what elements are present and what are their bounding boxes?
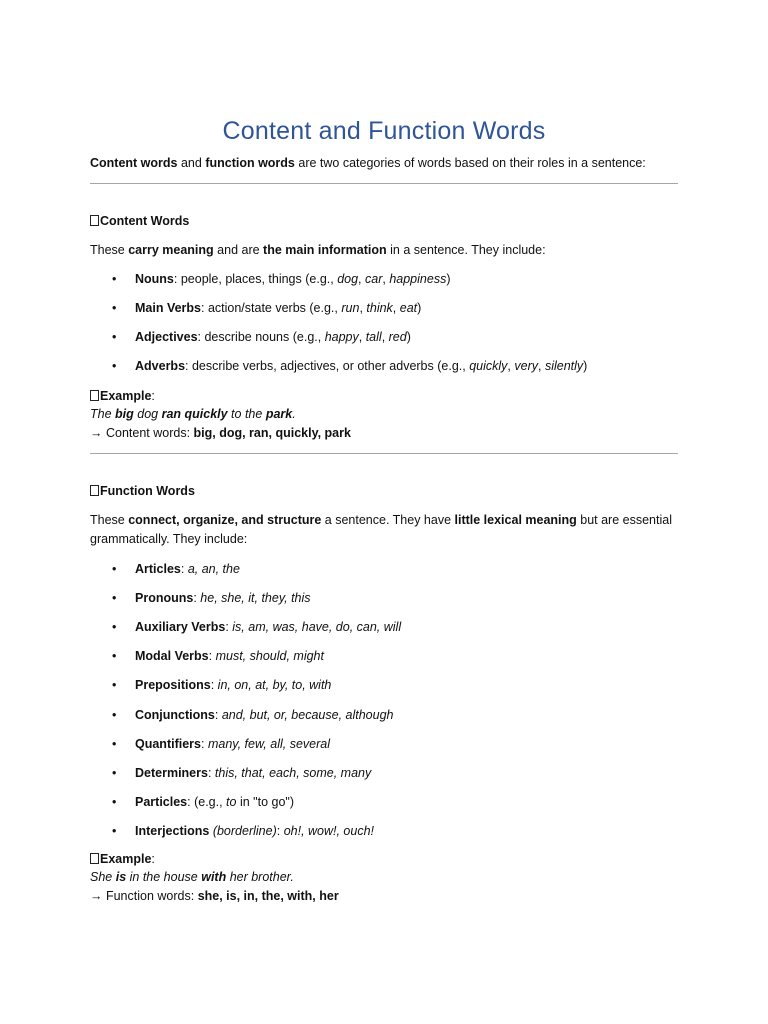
list-item [135,764,371,782]
desc-text: These [90,243,129,257]
desc-bold: connect, organize, and structure [128,513,322,527]
list-item-separator: : [193,591,201,605]
list-item [135,328,411,346]
content-words-description [90,241,546,259]
list-item-example: silently [544,359,584,373]
desc-bold: the main information [263,243,387,257]
function-words-heading [90,482,195,500]
intro-text-1: and [177,156,206,170]
bullet-marker: • [112,737,117,751]
list-item-term: Modal Verbs [135,649,209,663]
bullet-marker: • [112,301,117,315]
bullet-marker: • [112,824,117,838]
list-item-separator: , [381,330,389,344]
list-item-separator: , [358,330,366,344]
list-item-text: : action/state verbs (e.g., [201,301,342,315]
desc-bold: carry meaning [128,243,214,257]
page-title: Content and Function Words [222,117,546,145]
result-words: big, dog, ran, quickly, park [193,426,351,440]
list-item-examples: must, should, might [215,649,324,663]
sentence-part: park [265,407,293,421]
example-colon: : [151,389,155,403]
list-item-example: dog [337,272,359,286]
list-item-examples: a, an, the [187,562,240,576]
list-item-separator: , [358,272,365,286]
list-item-example: very [514,359,538,373]
bullet-marker: • [112,620,117,634]
list-item-end: ) [583,359,588,373]
list-item-example: happy [324,330,359,344]
list-item-examples: is, am, was, have, do, can, will [232,620,402,634]
desc-bold: little lexical meaning [454,513,577,527]
list-item [135,793,294,811]
list-item-example: red [388,330,407,344]
desc-text: a sentence. They have [321,513,455,527]
missing-glyph-icon [90,485,99,496]
example-label: Example [100,852,152,866]
desc-text: in a sentence. They include: [386,243,546,257]
bullet-marker: • [112,562,117,576]
desc-text: but are essential [576,513,672,527]
missing-glyph-icon [90,215,99,226]
list-item-term: Pronouns [135,591,194,605]
list-item [135,647,324,665]
sentence-part: ran quickly [161,407,228,421]
sentence-part: in the house [126,870,202,884]
example-colon: : [151,852,155,866]
list-item [135,270,451,288]
bullet-marker: • [112,272,117,286]
list-item-example: run [341,301,360,315]
result-prefix: → Function words: [90,889,198,903]
divider-1 [90,183,678,184]
list-item-example: think [366,301,393,315]
desc-text: and are [213,243,264,257]
list-item-term: Prepositions [135,678,211,692]
content-words-heading [90,212,189,230]
list-item-examples: (borderline) [212,824,277,838]
list-item-prefix: (e.g., [194,795,227,809]
list-item-end: ) [446,272,451,286]
list-item-examples: many, few, all, several [207,737,330,751]
list-item [135,299,421,317]
list-item-separator: : [225,620,233,634]
list-item-text: : describe nouns (e.g., [197,330,325,344]
list-item-suffix: in "to go") [236,795,294,809]
function-words-description-line-2 [90,530,247,548]
list-item-term: Articles [135,562,181,576]
function-words-heading-text: Function Words [100,484,195,498]
list-item-term: Conjunctions [135,708,215,722]
sentence-part: dog [133,407,162,421]
list-item-examples: and, but, or, because, although [221,708,394,722]
bullet-marker: • [112,591,117,605]
intro-bold-2: function words [205,156,295,170]
bullet-marker: • [112,708,117,722]
intro-text-2: are two categories of words based on their roles in a sentence: [294,156,646,170]
list-item-term: Determiners [135,766,208,780]
list-item-separator: : [201,737,208,751]
content-example-label [90,387,155,405]
list-item-term: Particles [135,795,188,809]
list-item-term: Interjections [135,824,210,838]
bullet-marker: • [112,795,117,809]
function-words-description-line-1 [90,511,672,529]
list-item-term: Nouns [135,272,174,286]
bullet-marker: • [112,766,117,780]
function-example-result [90,887,339,905]
sentence-part: is [115,870,127,884]
list-item [135,735,330,753]
content-example-result [90,424,351,442]
function-example-sentence [90,868,294,886]
sentence-part: her brother. [226,870,294,884]
desc-text: grammatically. They include: [90,532,248,546]
list-item-examples: oh!, wow!, ouch! [283,824,375,838]
list-item-separator: : [210,678,218,692]
list-item [135,589,311,607]
list-item-separator: : [208,649,216,663]
sentence-part: with [201,870,227,884]
list-item [135,357,587,375]
sentence-part: big [115,407,134,421]
list-item-suffix: : [276,824,284,838]
list-item-term: Auxiliary Verbs [135,620,226,634]
list-item-example: car [365,272,383,286]
example-label: Example [100,389,152,403]
content-example-sentence [90,405,296,423]
list-item-example: eat [399,301,418,315]
intro-bold-1: Content words [90,156,178,170]
list-item-separator: : [180,562,188,576]
list-item [135,706,393,724]
result-prefix: → Content words: [90,426,194,440]
list-item-examples: this, that, each, some, many [214,766,372,780]
list-item-example: happiness [389,272,447,286]
bullet-marker: • [112,359,117,373]
list-item-separator: , [382,272,390,286]
list-item-examples: he, she, it, they, this [200,591,311,605]
list-item-text: : describe verbs, adjectives, or other adverbs (e.g., [185,359,470,373]
list-item-separator: , [392,301,400,315]
list-item-separator: : [187,795,195,809]
list-item-end: ) [406,330,411,344]
list-item-separator: , [359,301,367,315]
bullet-marker: • [112,330,117,344]
list-item-term: Adverbs [135,359,186,373]
content-words-heading-text: Content Words [100,214,190,228]
result-words: she, is, in, the, with, her [197,889,339,903]
list-item-example: tall [365,330,382,344]
list-item-text: : people, places, things (e.g., [173,272,338,286]
list-item-end: ) [417,301,422,315]
missing-glyph-icon [90,390,99,401]
list-item-separator: , [538,359,545,373]
list-item-term: Quantifiers [135,737,201,751]
intro-paragraph [90,154,646,172]
list-item-term: Main Verbs [135,301,201,315]
sentence-part: to the [227,407,266,421]
list-item-term: Adjectives [135,330,198,344]
list-item [135,618,401,636]
list-item-separator: , [507,359,515,373]
list-item-examples: to [226,795,237,809]
list-item [135,560,240,578]
function-example-label [90,850,155,868]
list-item-separator: : [207,766,215,780]
list-item-examples: in, on, at, by, to, with [217,678,332,692]
bullet-marker: • [112,649,117,663]
list-item [135,676,331,694]
bullet-marker: • [112,678,117,692]
list-item-separator: : [214,708,222,722]
sentence-part: . [292,407,296,421]
list-item-example: quickly [469,359,508,373]
missing-glyph-icon [90,853,99,864]
sentence-part: The [90,407,116,421]
divider-2 [90,453,678,454]
sentence-part: She [90,870,116,884]
list-item [135,822,374,840]
desc-text: These [90,513,129,527]
